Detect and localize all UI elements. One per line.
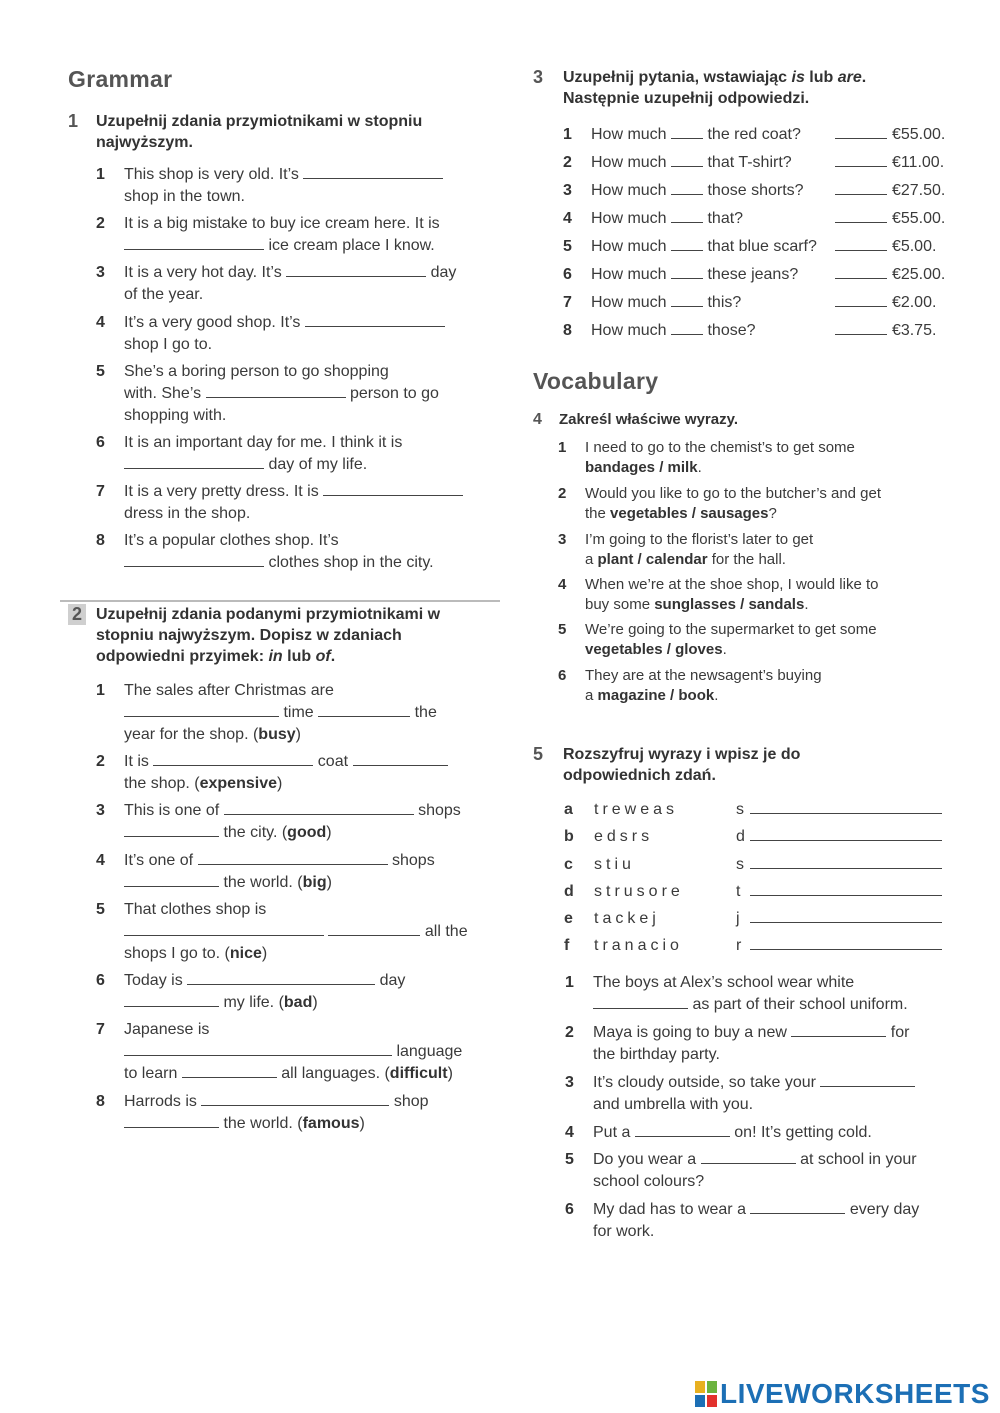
liveworksheets-logo xyxy=(695,1378,990,1410)
item-text: shop in the town. xyxy=(124,188,245,205)
answer-blank[interactable] xyxy=(323,481,463,496)
answer-blank[interactable] xyxy=(124,454,264,469)
item-text: How much xyxy=(591,266,667,283)
scrambled-word: tranacio xyxy=(594,937,683,954)
list-item xyxy=(96,213,440,257)
item-text: those shorts? xyxy=(707,182,804,199)
item-text: I need to go to the chemist’s to get some xyxy=(585,439,855,456)
exercise-number: 4 xyxy=(533,411,542,428)
option-word[interactable]: sunglasses xyxy=(654,596,736,613)
item-number: 8 xyxy=(96,1093,105,1110)
item-text: It is a very pretty dress. It is xyxy=(124,483,319,500)
item-text: How much xyxy=(591,322,667,339)
answer-blank[interactable] xyxy=(198,850,388,865)
answer-blank[interactable] xyxy=(835,292,887,307)
item-text: person to go xyxy=(349,385,439,402)
item-number: 5 xyxy=(565,1151,574,1168)
price: €3.75. xyxy=(891,322,937,339)
start-letter: j xyxy=(736,910,740,927)
item-text: year for the shop. (busy) xyxy=(124,726,301,743)
answer-blank[interactable] xyxy=(835,152,887,167)
price: €55.00. xyxy=(891,126,946,143)
item-text: coat xyxy=(317,753,349,770)
item-text: How much xyxy=(591,182,667,199)
item-text: How much xyxy=(591,238,667,255)
option-word[interactable]: magazine xyxy=(597,687,666,704)
answer-blank[interactable] xyxy=(750,799,942,814)
list-item xyxy=(96,899,468,965)
logo-square xyxy=(695,1381,705,1393)
answer-blank[interactable] xyxy=(124,872,219,887)
item-text: How much xyxy=(591,294,667,311)
item-text: day of my life. xyxy=(268,456,368,473)
list-item xyxy=(96,164,443,208)
option-separator: / xyxy=(735,596,749,613)
answer-blank[interactable] xyxy=(701,1149,796,1164)
list-item xyxy=(565,1122,872,1144)
option-separator: / xyxy=(687,505,701,522)
list-item xyxy=(565,1022,909,1066)
start-letter: r xyxy=(736,937,742,954)
logo-square xyxy=(707,1381,717,1393)
item-text: Maya is going to buy a new xyxy=(593,1024,787,1041)
answer-blank[interactable] xyxy=(671,236,703,251)
list-item xyxy=(563,208,945,230)
item-text: This is one of xyxy=(124,802,220,819)
scramble-letter: d xyxy=(564,883,574,900)
answer-blank[interactable] xyxy=(835,320,887,335)
answer-blank[interactable] xyxy=(835,180,887,195)
answer-blank[interactable] xyxy=(124,702,279,717)
scramble-row xyxy=(564,908,942,930)
answer-blank[interactable] xyxy=(124,552,264,567)
answer-blank[interactable] xyxy=(671,292,703,307)
item-number: 6 xyxy=(563,266,572,283)
option-separator: / xyxy=(655,459,668,476)
item-text: with. She’s xyxy=(124,385,202,402)
item-text: We’re going to the supermarket to get some xyxy=(585,621,877,638)
answer-blank[interactable] xyxy=(201,1091,389,1106)
list-item xyxy=(96,481,463,525)
item-text: It’s one of xyxy=(124,852,194,869)
item-text: all languages. (difficult) xyxy=(281,1065,453,1082)
scramble-letter: c xyxy=(564,856,573,873)
item-text: My dad has to wear a xyxy=(593,1201,746,1218)
scramble-letter: a xyxy=(564,801,573,818)
exercise-instruction: Uzupełnij zdania przymiotnikami w stopniu najwyższym. xyxy=(96,113,423,151)
answer-blank[interactable] xyxy=(124,992,219,1007)
option-word[interactable]: book xyxy=(678,687,715,704)
option-word[interactable]: milk xyxy=(667,459,698,476)
answer-blank[interactable] xyxy=(182,1063,277,1078)
item-text: She’s a boring person to go shopping xyxy=(124,363,389,380)
answer-blank[interactable] xyxy=(835,264,887,279)
answer-blank[interactable] xyxy=(750,935,942,950)
item-text: How much xyxy=(591,154,667,171)
item-text: Put a xyxy=(593,1124,631,1141)
scrambled-word: treweas xyxy=(594,801,679,818)
item-text: I’m going to the florist’s later to get xyxy=(585,531,814,548)
item-text: all the xyxy=(424,923,468,940)
list-item xyxy=(96,850,435,894)
item-number: 2 xyxy=(558,485,567,502)
answer-blank[interactable] xyxy=(187,970,375,985)
item-text: that? xyxy=(707,210,744,227)
scramble-row xyxy=(564,826,942,848)
price: €2.00. xyxy=(891,294,937,311)
scramble-row xyxy=(564,799,942,821)
item-text: shop I go to. xyxy=(124,336,213,353)
item-text: It is xyxy=(124,753,149,770)
vocabulary-title: Vocabulary xyxy=(533,368,659,394)
exercise-4-heading xyxy=(533,409,963,430)
answer-blank[interactable] xyxy=(593,994,688,1009)
item-text: the red coat? xyxy=(707,126,801,143)
answer-blank[interactable] xyxy=(124,921,324,936)
item-text: It is a very hot day. It’s xyxy=(124,264,282,281)
item-text: The boys at Alex’s school wear white xyxy=(593,974,855,991)
item-text: dress in the shop. xyxy=(124,505,251,522)
exercise-instruction: Uzupełnij pytania, wstawiając is lub are. Następnie uzupełnij odpowiedzi. xyxy=(563,69,867,107)
start-letter: s xyxy=(736,856,744,873)
exercise-1-heading xyxy=(68,111,488,153)
answer-blank[interactable] xyxy=(791,1022,886,1037)
option-separator: / xyxy=(633,551,646,568)
answer-blank[interactable] xyxy=(224,800,414,815)
item-text: It’s a popular clothes shop. It’s xyxy=(124,532,339,549)
answer-blank[interactable] xyxy=(750,854,942,869)
list-item xyxy=(565,972,908,1016)
item-text: on! It’s getting cold. xyxy=(734,1124,872,1141)
item-number: 4 xyxy=(565,1124,574,1141)
item-text: the birthday party. xyxy=(593,1046,720,1063)
item-number: 7 xyxy=(96,483,105,500)
item-number: 1 xyxy=(96,166,105,183)
list-item xyxy=(558,530,813,570)
item-text: That clothes shop is xyxy=(124,901,267,918)
item-number: 4 xyxy=(96,852,105,869)
item-number: 3 xyxy=(565,1074,574,1091)
list-item xyxy=(558,666,822,706)
item-number: 2 xyxy=(565,1024,574,1041)
option-separator: / xyxy=(665,687,679,704)
list-item xyxy=(96,680,437,746)
answer-blank[interactable] xyxy=(750,908,942,923)
item-text: They are at the newsagent’s buying xyxy=(585,667,822,684)
item-text: Japanese is xyxy=(124,1021,210,1038)
start-letter: t xyxy=(736,883,741,900)
item-number: 3 xyxy=(563,182,572,199)
item-number: 6 xyxy=(565,1201,574,1218)
price: €5.00. xyxy=(891,238,937,255)
option-word[interactable]: bandages xyxy=(585,459,656,476)
answer-blank[interactable] xyxy=(671,124,703,139)
item-text: and umbrella with you. xyxy=(593,1096,754,1113)
item-text: day xyxy=(430,264,457,281)
answer-blank[interactable] xyxy=(750,826,942,841)
answer-blank[interactable] xyxy=(206,383,346,398)
exercise-instruction: Rozszyfruj wyrazy i wpisz je do odpowiednich zdań. xyxy=(563,746,801,784)
list-item xyxy=(563,320,936,342)
item-text: to learn xyxy=(124,1065,178,1082)
list-item xyxy=(96,361,439,427)
list-item xyxy=(563,292,936,314)
item-number: 5 xyxy=(96,901,105,918)
answer-blank[interactable] xyxy=(835,208,887,223)
option-word[interactable]: gloves xyxy=(675,641,723,658)
item-text: When we’re at the shoe shop, I would like to xyxy=(585,576,879,593)
item-text: every day xyxy=(849,1201,920,1218)
scramble-letter: b xyxy=(564,828,574,845)
item-number: 8 xyxy=(96,532,105,549)
price: €55.00. xyxy=(891,210,946,227)
item-text: for xyxy=(890,1024,910,1041)
exercise-number: 3 xyxy=(533,67,544,87)
item-text: time xyxy=(283,704,314,721)
scramble-row xyxy=(564,881,942,903)
list-item xyxy=(563,236,936,258)
scrambled-word: strusore xyxy=(594,883,684,900)
item-text: Harrods is xyxy=(124,1093,197,1110)
answer-blank[interactable] xyxy=(835,236,887,251)
item-text: at school in your xyxy=(800,1151,917,1168)
item-text: shops xyxy=(418,802,461,819)
option-word[interactable]: plant xyxy=(597,551,634,568)
list-item xyxy=(565,1199,919,1243)
scrambled-word: tackej xyxy=(594,910,660,927)
exercise-instruction: Uzupełnij zdania podanymi przymiotnikami w stopniu najwyższym. Dopisz w zdaniach odpowiedni przyimek: in lub of. xyxy=(96,606,441,665)
list-item xyxy=(96,1019,462,1085)
item-text: shop xyxy=(393,1093,429,1110)
answer-blank[interactable] xyxy=(671,264,703,279)
exercise-2-heading xyxy=(68,604,488,667)
answer-blank[interactable] xyxy=(750,1199,845,1214)
list-item xyxy=(558,484,881,524)
option-word[interactable]: sausages xyxy=(700,505,769,522)
item-number: 6 xyxy=(96,434,105,451)
list-item xyxy=(96,970,405,1014)
answer-blank[interactable] xyxy=(328,921,420,936)
logo-text: LIVEWORKSHEETS xyxy=(720,1378,990,1409)
answer-blank[interactable] xyxy=(124,235,264,250)
scramble-row xyxy=(564,935,942,957)
item-text: a magazine / book. xyxy=(585,687,719,704)
item-text: bandages / milk. xyxy=(585,459,702,476)
item-text: those? xyxy=(707,322,756,339)
answer-blank[interactable] xyxy=(303,164,443,179)
item-text: the city. (good) xyxy=(223,824,332,841)
answer-blank[interactable] xyxy=(671,180,703,195)
scramble-letter: f xyxy=(564,937,570,954)
item-number: 2 xyxy=(96,215,105,232)
item-text: the world. (famous) xyxy=(223,1115,365,1132)
item-number: 1 xyxy=(563,126,572,143)
section-divider xyxy=(60,600,500,602)
list-item xyxy=(563,124,945,146)
item-text: vegetables / gloves. xyxy=(585,641,727,658)
logo-square xyxy=(707,1395,717,1407)
list-item xyxy=(558,438,855,478)
item-text: this? xyxy=(707,294,742,311)
item-text: Do you wear a xyxy=(593,1151,697,1168)
grammar-title: Grammar xyxy=(68,66,173,92)
scrambled-word: edsrs xyxy=(594,828,654,845)
item-text: for work. xyxy=(593,1223,655,1240)
answer-blank[interactable] xyxy=(835,124,887,139)
answer-blank[interactable] xyxy=(353,751,448,766)
list-item xyxy=(96,312,445,356)
item-text: The sales after Christmas are xyxy=(124,682,334,699)
price: €25.00. xyxy=(891,266,946,283)
item-number: 1 xyxy=(565,974,574,991)
item-text: of the year. xyxy=(124,286,204,303)
price: €11.00. xyxy=(891,154,945,171)
item-number: 2 xyxy=(96,753,105,770)
item-number: 5 xyxy=(558,621,567,638)
answer-blank[interactable] xyxy=(671,152,703,167)
item-number: 3 xyxy=(96,264,105,281)
list-item xyxy=(96,1091,429,1135)
scramble-letter: e xyxy=(564,910,573,927)
item-text: Would you like to go to the butcher’s and get xyxy=(585,485,882,502)
price: €27.50. xyxy=(891,182,946,199)
exercise-instruction: Zakreśl właściwe wyrazy. xyxy=(559,411,738,428)
option-separator: / xyxy=(662,641,676,658)
scrambled-word: stiu xyxy=(594,856,635,873)
option-word[interactable]: sandals xyxy=(748,596,805,613)
answer-blank[interactable] xyxy=(750,881,942,896)
list-item xyxy=(563,152,944,174)
item-text: It’s a very good shop. It’s xyxy=(124,314,301,331)
item-text: How much xyxy=(591,126,667,143)
start-letter: d xyxy=(736,828,745,845)
item-text: these jeans? xyxy=(707,266,799,283)
answer-blank[interactable] xyxy=(153,751,313,766)
list-item xyxy=(563,264,945,286)
item-text: the world. (big) xyxy=(223,874,332,891)
item-text: This shop is very old. It’s xyxy=(124,166,299,183)
item-text: the xyxy=(414,704,437,721)
list-item xyxy=(96,800,461,844)
item-number: 6 xyxy=(96,972,105,989)
option-word[interactable]: vegetables xyxy=(585,641,663,658)
item-text: my life. (bad) xyxy=(223,994,318,1011)
item-number: 8 xyxy=(563,322,572,339)
scramble-row xyxy=(564,854,942,876)
logo-icon xyxy=(695,1381,717,1407)
item-text: that blue scarf? xyxy=(707,238,817,255)
item-number: 2 xyxy=(563,154,572,171)
item-number: 3 xyxy=(558,531,567,548)
list-item xyxy=(565,1072,915,1116)
item-text: school colours? xyxy=(593,1173,705,1190)
item-text: buy some sunglasses / sandals. xyxy=(585,596,809,613)
item-number: 7 xyxy=(96,1021,105,1038)
item-text: It’s cloudy outside, so take your xyxy=(593,1074,816,1091)
list-item xyxy=(96,262,456,306)
item-text: shopping with. xyxy=(124,407,227,424)
item-text: the vegetables / sausages? xyxy=(585,505,777,522)
item-number: 7 xyxy=(563,294,572,311)
item-text: as part of their school uniform. xyxy=(692,996,908,1013)
list-item xyxy=(96,432,402,476)
list-item xyxy=(563,180,945,202)
item-number: 1 xyxy=(96,682,105,699)
item-text: that T-shirt? xyxy=(707,154,792,171)
item-number: 4 xyxy=(563,210,572,227)
list-item xyxy=(558,575,879,615)
logo-square xyxy=(695,1395,705,1407)
option-word[interactable]: vegetables xyxy=(610,505,688,522)
exercise-number: 5 xyxy=(533,744,544,764)
item-text: clothes shop in the city. xyxy=(268,554,434,571)
exercise-5-heading xyxy=(533,744,963,786)
item-text: Today is xyxy=(124,972,183,989)
start-letter: s xyxy=(736,801,744,818)
option-word[interactable]: calendar xyxy=(645,551,708,568)
list-item xyxy=(96,530,434,574)
item-text: It is an important day for me. I think it is xyxy=(124,434,403,451)
answer-blank[interactable] xyxy=(820,1072,915,1087)
answer-blank[interactable] xyxy=(671,320,703,335)
list-item xyxy=(558,620,877,660)
item-text: shops xyxy=(392,852,435,869)
answer-blank[interactable] xyxy=(305,312,445,327)
answer-blank[interactable] xyxy=(286,262,426,277)
item-text: It is a big mistake to buy ice cream here. It is xyxy=(124,215,440,232)
item-text: day xyxy=(379,972,406,989)
answer-blank[interactable] xyxy=(124,1041,392,1056)
answer-blank[interactable] xyxy=(318,702,410,717)
item-number: 5 xyxy=(96,363,105,380)
list-item xyxy=(565,1149,917,1193)
answer-blank[interactable] xyxy=(671,208,703,223)
exercise-number: 1 xyxy=(68,111,79,131)
item-text: language xyxy=(396,1043,463,1060)
answer-blank[interactable] xyxy=(124,1113,219,1128)
item-number: 4 xyxy=(558,576,567,593)
exercise-3-heading xyxy=(533,67,963,109)
item-number: 4 xyxy=(96,314,105,331)
item-number: 6 xyxy=(558,667,567,684)
item-number: 1 xyxy=(558,439,567,456)
item-text: ice cream place I know. xyxy=(268,237,435,254)
item-text: the shop. (expensive) xyxy=(124,775,283,792)
exercise-number: 2 xyxy=(68,604,86,625)
list-item xyxy=(96,751,448,795)
item-number: 5 xyxy=(563,238,572,255)
item-text: shops I go to. (nice) xyxy=(124,945,268,962)
item-text: How much xyxy=(591,210,667,227)
item-number: 3 xyxy=(96,802,105,819)
item-text: a plant / calendar for the hall. xyxy=(585,551,786,568)
answer-blank[interactable] xyxy=(635,1122,730,1137)
answer-blank[interactable] xyxy=(124,822,219,837)
